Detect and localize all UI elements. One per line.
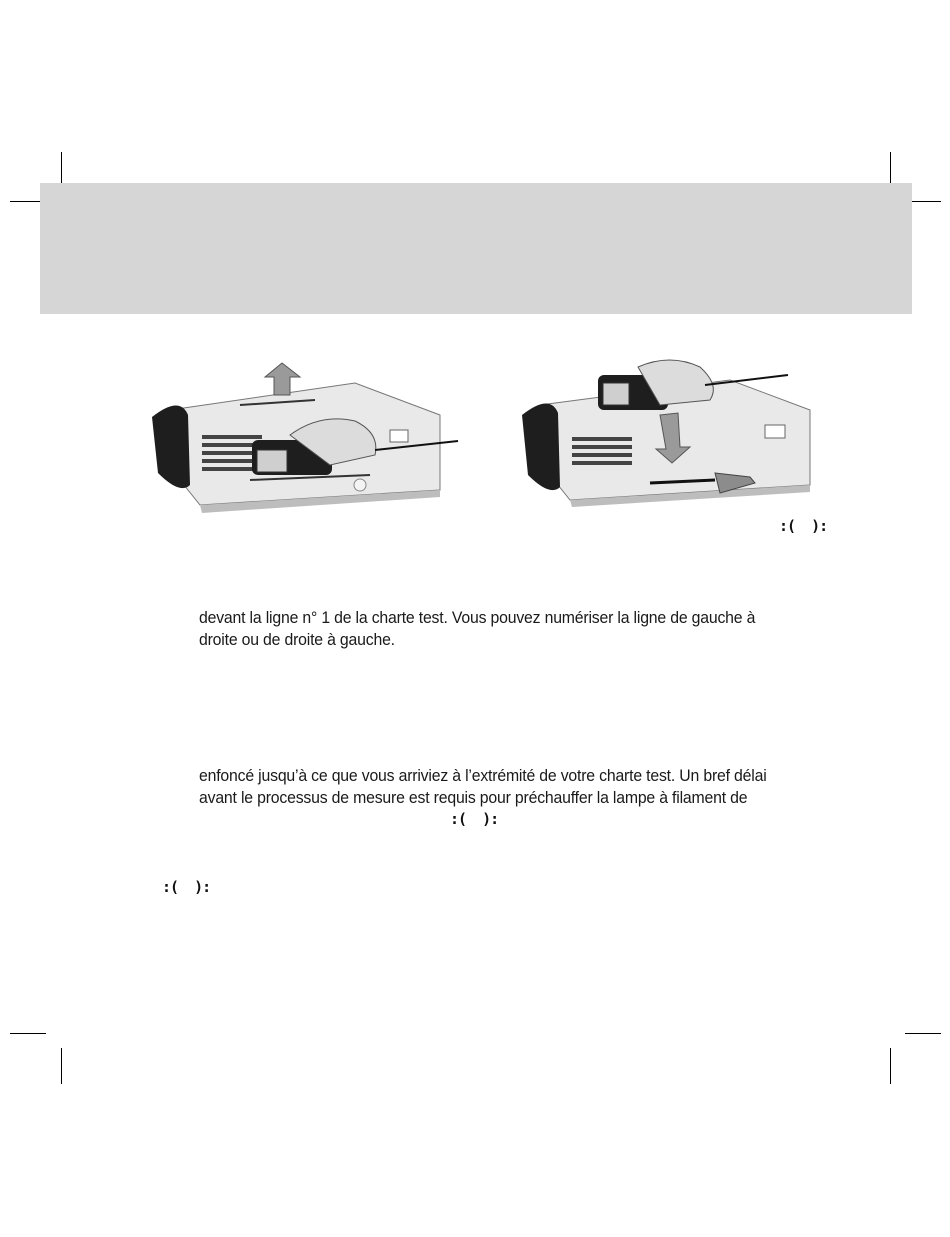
paragraph-1 [199,607,794,651]
paragraph-2-line-2: avant le processus de mesure est requis pour préchauffer la lampe à filament de [199,788,748,807]
illustration-device-scanning [510,355,830,530]
crop-mark-bottom-left-vertical [61,1048,62,1084]
led-blink-symbol-left-margin: :( ): [162,878,211,896]
paragraph-2-line-1: enfoncé jusqu’à ce que vous arriviez à l’extrémité de votre charte test. Un bref délai [199,766,767,785]
illustration-device-placement [140,355,470,530]
paragraph-1-line-2: droite ou de droite à gauche. [199,630,395,649]
crop-mark-bottom-right-vertical [890,1048,891,1084]
paragraph-2 [199,765,794,809]
paragraph-1-line-1: devant la ligne n° 1 de la charte test. Vous pouvez numériser la ligne de gauche à [199,608,756,627]
crop-mark-bottom-right-horizontal [905,1033,941,1034]
led-blink-symbol-under-illustration: :( ): [779,517,828,535]
crop-mark-bottom-left-horizontal [10,1033,46,1034]
header-band [40,183,912,314]
led-blink-symbol-inline: :( ): [450,810,499,828]
